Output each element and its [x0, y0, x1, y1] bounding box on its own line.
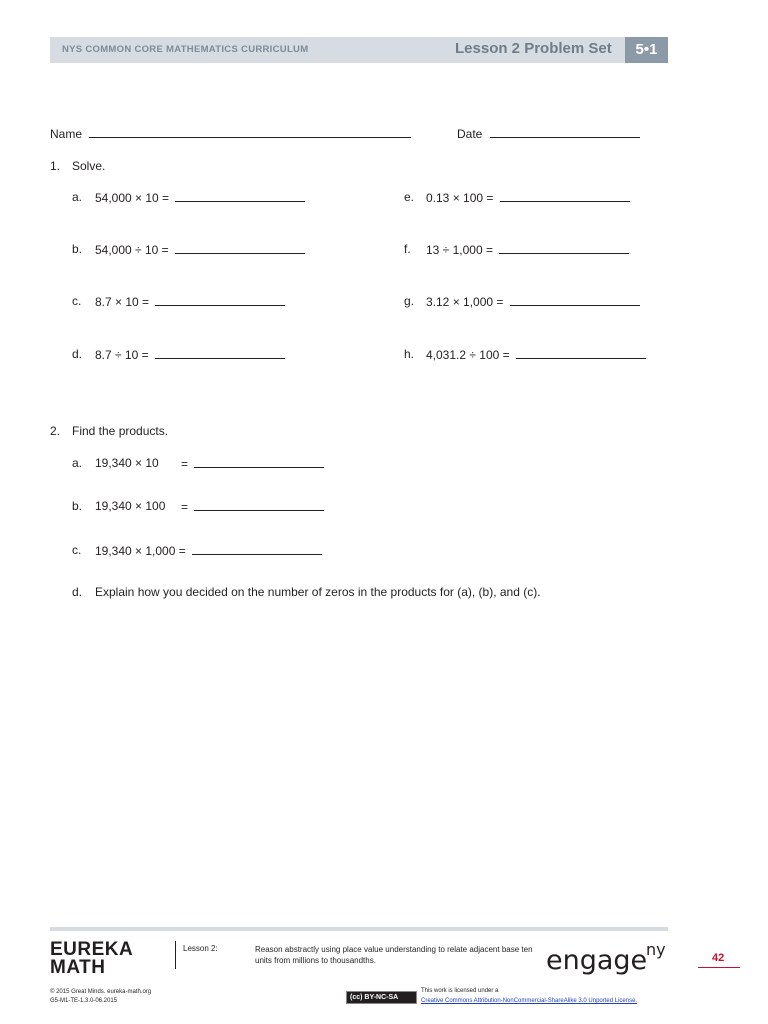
q1f-expression: 13 ÷ 1,000 =: [426, 243, 493, 257]
q1b-label: b.: [72, 242, 83, 256]
q1e-label: e.: [404, 190, 415, 204]
q2b-answer-blank[interactable]: [194, 499, 324, 511]
q1h-problem[interactable]: [426, 347, 646, 362]
footer-separator: [175, 941, 176, 969]
q1a-expression: 54,000 × 10 =: [95, 191, 170, 205]
q2a-answer[interactable]: [181, 456, 324, 471]
q1a-problem[interactable]: [95, 190, 305, 205]
date-field-row[interactable]: [457, 126, 640, 141]
page-number-rule: [698, 967, 740, 968]
q2b-label: b.: [72, 499, 83, 513]
q1h-expression: 4,031.2 ÷ 100 =: [426, 348, 510, 362]
q1d-answer-blank[interactable]: [155, 347, 285, 359]
q1e-expression: 0.13 × 100 =: [426, 191, 494, 205]
q2d-prompt: Explain how you decided on the number of zeros in the products for (a), (b), and (c).: [95, 585, 541, 599]
q1g-problem[interactable]: [426, 294, 640, 309]
name-label: Name: [50, 127, 83, 141]
q1b-expression: 54,000 ÷ 10 =: [95, 243, 169, 257]
q2a-label: a.: [72, 456, 83, 470]
footer-divider: [50, 927, 668, 931]
q1e-problem[interactable]: [426, 190, 630, 205]
q1f-problem[interactable]: [426, 242, 629, 257]
footer-description: Reason abstractly using place value understanding to relate adjacent base ten units from millions to thousandths.: [255, 945, 533, 965]
q1-prompt: Solve.: [72, 159, 106, 173]
q1-number: 1.: [50, 159, 61, 173]
name-field-row[interactable]: [50, 126, 411, 141]
q1c-label: c.: [72, 294, 82, 308]
date-blank[interactable]: [490, 126, 640, 138]
q1h-answer-blank[interactable]: [516, 347, 646, 359]
q2d-label: d.: [72, 585, 83, 599]
q1f-label: f.: [404, 242, 411, 256]
q1e-answer-blank[interactable]: [500, 190, 630, 202]
license-link[interactable]: Creative Commons Attribution-NonCommercial-ShareAlike 3.0 Unported License.: [421, 998, 638, 1004]
eureka-logo-line2: MATH: [50, 957, 106, 978]
q1a-answer-blank[interactable]: [175, 190, 305, 202]
q2c-label: c.: [72, 543, 82, 557]
q2c-expression: 19,340 × 1,000 =: [95, 544, 186, 558]
q1d-problem[interactable]: [95, 347, 285, 362]
q1c-answer-blank[interactable]: [155, 294, 285, 306]
license-text: This work is licensed under a: [421, 988, 499, 994]
q2a-expression: 19,340 × 10: [95, 456, 159, 470]
q1f-answer-blank[interactable]: [499, 242, 629, 254]
q1d-label: d.: [72, 347, 83, 361]
q1h-label: h.: [404, 347, 415, 361]
q1c-problem[interactable]: [95, 294, 285, 309]
q2b-answer[interactable]: [181, 499, 324, 514]
q1a-label: a.: [72, 190, 83, 204]
q1c-expression: 8.7 × 10 =: [95, 295, 150, 309]
eureka-logo-line1: EUREKA: [50, 939, 134, 960]
footer-lesson: Lesson 2:: [183, 944, 218, 953]
q2b-expression: 19,340 × 100: [95, 499, 166, 513]
lesson-title: Lesson 2 Problem Set: [455, 40, 612, 57]
curriculum-title: NYS COMMON CORE MATHEMATICS CURRICULUM: [62, 44, 309, 55]
q2c-answer-blank[interactable]: [192, 543, 322, 555]
q1b-problem[interactable]: [95, 242, 305, 257]
q2-number: 2.: [50, 424, 61, 438]
grade-module-badge: 5•1: [625, 37, 668, 63]
copyright-line: © 2015 Great Minds. eureka-math.org: [50, 989, 152, 995]
engageny-logo: engage: [546, 945, 648, 976]
date-label: Date: [457, 127, 483, 141]
q2b-equals: =: [181, 500, 189, 514]
page-number: 42: [712, 952, 725, 964]
q1g-answer-blank[interactable]: [510, 294, 640, 306]
q1g-expression: 3.12 × 1,000 =: [426, 295, 504, 309]
q2a-answer-blank[interactable]: [194, 456, 324, 468]
engageny-logo-ny: ny: [646, 940, 666, 959]
document-code: G5-M1-TE-1.3.0-06.2015: [50, 998, 118, 1004]
q2a-equals: =: [181, 457, 189, 471]
q2-prompt: Find the products.: [72, 424, 169, 438]
creative-commons-badge: (cc) BY-NC-SA: [346, 991, 417, 1004]
q1b-answer-blank[interactable]: [175, 242, 305, 254]
q1d-expression: 8.7 ÷ 10 =: [95, 348, 149, 362]
q2c-problem[interactable]: [95, 543, 322, 558]
q1g-label: g.: [404, 294, 415, 308]
name-blank[interactable]: [89, 126, 411, 138]
